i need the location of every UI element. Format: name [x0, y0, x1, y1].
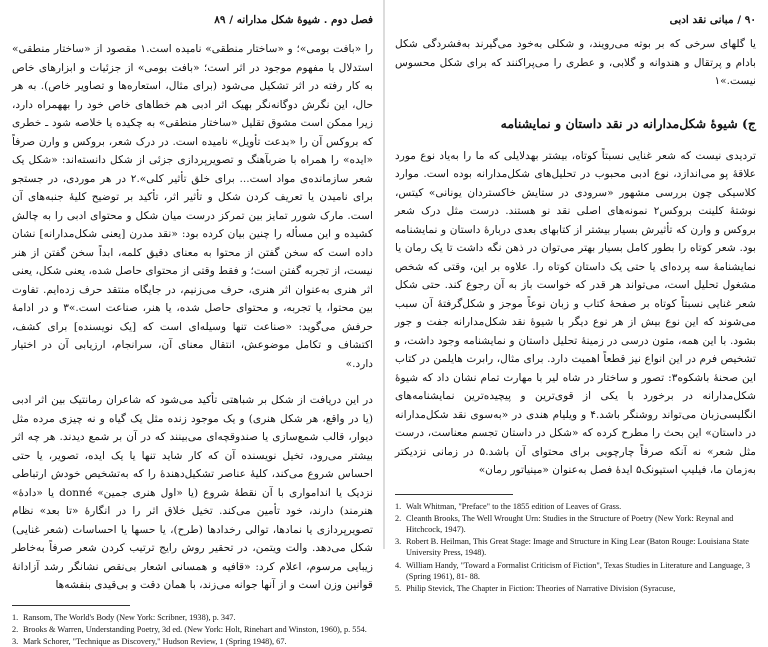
footnote-number: 3.	[395, 536, 406, 558]
right-intro-paragraph: یا گلهای سرخی که بر بوته می‌رویند، و شکلی به‌خود می‌گیرند به‌فشردگی شکل بادام و پرتقال و هندوانه و گلابی، و عطری را می‌پراکنند که برای شکل محسوس نیست.»١	[395, 35, 756, 91]
footnote-text: Ransom, The World's Body (New York: Scribner, 1938), p. 347.	[23, 612, 373, 623]
footnote-item	[395, 501, 756, 512]
right-footnotes	[395, 501, 756, 595]
left-page	[12, 0, 373, 549]
left-footnotes	[12, 612, 373, 647]
left-running-head: فصل دوم . شیوهٔ شکل مدارانه / ۸۹	[12, 13, 373, 27]
footnote-text: Philip Stevick, The Chapter in Fiction: Theories of Narrative Division (Syracuse,	[406, 583, 756, 594]
footnote-number: 4.	[395, 560, 406, 582]
footnote-item	[12, 624, 373, 635]
footnote-number: 3.	[12, 636, 23, 647]
footnote-number: 5.	[395, 583, 406, 594]
footnote-number: 1.	[12, 612, 23, 623]
right-footnote-rule	[395, 494, 513, 495]
right-running-head: ۹۰ / مبانی نقد ادبی	[395, 13, 756, 27]
footnote-text: William Handy, "Toward a Formalist Criticism of Fiction", Texas Studies in Literature and Language, 3 (Spring 1961), 81- 88.	[406, 560, 756, 582]
footnote-text: Brooks & Warren, Understanding Poetry, 3d ed. (New York: Holt, Rinehart and Winston, 1960), p. 554.	[23, 624, 373, 635]
book-gutter	[383, 0, 385, 549]
section-heading: ج) شیوهٔ شکل‌مدارانه در نقد داستان و نمایشنامه	[395, 115, 756, 133]
left-paragraph-2: در این دریافت از شکل بر شباهتی تأکید می‌شود که شاعران رمانتیک بین اثر ادبی (یا در واقع، هر شکل هنری) و یک موجود زنده مثل یک گیاه و نه چیزی مرده مثل دیوار، قالب شمع‌سازی یا صندوقچه‌ای می‌بینند که در آن بر شمع دیدند. هر چه اثر بیشتر می‌رود، تخیل نویسنده آن که کار شاید تنها یا یک ایده، تصویر، یا حتی احساس شروع می‌کند، کلیهٔ عناصر تشکیل‌دهندهٔ را که به‌تشخیص خودش ارتباطی نزدیک یا اندامواری با آن نقطهٔ شروع (یا «اول هنری جمین» donné یا «دادهٔ» هنرمند) دارند، خود تأمین می‌کند. تخیل خلاق اثر را در انگارهٔ «تا بعد» نظام تصویرپردازی یا نمادها، توالی رخدادها (طرح)، یا حسها یا احساسات (شعر غنایی) شکل می‌دهد. والت ویتمن، در تحقیر روش رایج ترتیب کردن شعر صرفاً به‌خاطر زیبایی مرسوم، اعلام کرد: «قافیه و همسانی اشعار بی‌نقص نشانگر رشد آزادانهٔ قوانین وزن است و از آنها جوانه می‌زند، با همان دقت و بی‌قیدی بنفشه‌ها	[12, 391, 373, 595]
footnote-item	[12, 612, 373, 623]
footnote-text: Robert B. Heilman, This Great Stage: Image and Structure in King Lear (Baton Rouge: Louisiana State University Press, 1948).	[406, 536, 756, 558]
left-footnote-rule	[12, 605, 130, 606]
footnote-text: Cleanth Brooks, The Well Wrought Urn: Studies in the Structure of Poetry (New York: Reynal and Hitchcock, 1947).	[406, 513, 756, 535]
footnote-number: 1.	[395, 501, 406, 512]
footnote-item	[395, 513, 756, 535]
footnote-text: Mark Schorer, "Technique as Discovery," Hudson Review, 1 (Spring 1948), 67.	[23, 636, 373, 647]
footnote-number: 2.	[395, 513, 406, 535]
footnote-item	[395, 536, 756, 558]
right-paragraph: تردیدی نیست که شعر غنایی نسبتاً کوتاه، بیشتر بهدلایلی که ما را به‌یاد نوع مورد علاقهٔ پو می‌اندازد، نوع ادبی محبوب در تحلیل‌های شکل‌مدارانه بوده است. موارد کلاسیکی چون بررسی مشهور «سرودی در ستایش خاکستردان یونانی» کیتس، نوشتهٔ کلینت بروکس٢ نمونه‌های اصلی نقد نو هستند. درست مثل درک شعر بروکس و وارن که تأثیرش بسیار بیشتر از کتابهای بعدی دربارهٔ داستان و نمایشنامه بود. شعر کوتاه را بطور کامل بسیار بهتر می‌توان در ذهن نگه داشت تا یک رمان یا نمایشنامهٔ سه پرده‌ای یا حتی یک داستان کوتاه را. علاوه بر این، وقتی که شخص مشغول تحلیل است، می‌تواند هر قدر که خواست باز به آن رجوع کند. حتی شکل شعر غنایی نسبتاً کوتاه بر صفحهٔ کتاب و زبان نوعاً موجز و شکل‌گرفتهٔ آن سبب می‌شوند که این نوع بیش از هر نوع دیگر با شیوهٔ نقد شکل‌مدارانه جفت و جور بشود. با این همه، متون درسی در زمینهٔ تحلیل داستان و نمایشنامه وجود داشت، و تشخیص فرم در این انواع نیز قطعاً اهمیت دارد. برای مثال، رابرت هایلمن در کتاب این صحنهٔ باشکوه٣: تصور و ساختار در شاه لیر با مهارت تمام نشان داد که شیوهٔ شکل‌مدارانه در برخورد با یکی از قوی‌ترین و پیچیده‌ترین نمایشنامه‌های انگلیسی‌زبان می‌تواند روشنگر باشد.۴ و ویلیام هندی در «به‌سوی نقد شکل‌مدارانه در داستان» این بحث را مطرح کرده که «شکل در داستان تجسم معناست، درست مثل شعر» نه آنکه صرفاً چارچوبی برای محتوای آن باشد.۵ در زمانی نزدیکتر به‌زمان ما، فیلیپ استیونک۵ ایدهٔ فصل به‌عنوان «مینیاتور رمان»	[395, 147, 756, 480]
footnote-item	[395, 560, 756, 582]
right-page	[395, 0, 756, 549]
footnote-number: 2.	[12, 624, 23, 635]
left-body-text	[12, 40, 373, 595]
footnote-text: Walt Whitman, "Preface" to the 1855 edition of Leaves of Grass.	[406, 501, 756, 512]
footnote-item	[395, 583, 756, 594]
footnote-item	[12, 636, 373, 647]
left-paragraph-1: را «بافت بومی»؛ و «ساختار منطقی» نامیده است.١ مقصود از «ساختار منطقی» استدلال یا مفهوم موجود در اثر است؛ «بافت بومی» از جزئیات و ابزارهای خاص به کار رفته در اثر تشکیل می‌شود (برای مثال، استعاره‌ها و تصاویر خاص). به هر حال، این نگرش دوگانه‌نگر بهیک اثر ادبی هم خطاهای خاص خود را بههمراه دارد، زیرا ممکن است مشوق تقلیل «ساختار منطقی» به چکیده یا خلاصه شود ـ خطری که بروکس آن را «بدعت تأویل» نامیده است. در درک شعر، بروکس و وارن صرفاً «ایده» را همراه با ضربآهنگ و تصویرپردازی جزئی از شکل دانسته‌اند: «شکل یک شعر سازمانده‌ی مواد است... برای خلق تأثیر کلی».٢ در هر موردی، در جستجو برای نامیدن یا تعریف کردن شکل و تأثیر اثر، تأکید بر توضیح کلیهٔ جنبه‌های آن است. مارک شورر تمایز بین تمرکز درست میان شکل و محتوای ادبی را به چالش کشیده و این مسأله را چنین بیان کرده بود: «نقد مدرن [یعنی شکل‌مدارانه] نشان داده است که سخن گفتن از محتوا به معنای دقیق کلمه، ابداً سخن گفتن از هنر نیست، از تجربه گفتن است؛ و فقط وقتی از محتوای حاصل شده، یعنی شکل، یعنی اثر هنری به‌عنوان اثر هنری، حرف می‌زنیم، در جایگاه منتقد حرف زده‌ایم. تفاوت بین محتوا، یا تجربه، و محتوای حاصل شده، یا هنر، صناعت است.»٣ و در ادامهٔ حرفش می‌گوید: «صناعت تنها وسیله‌ای است که [یک نویسنده] برای کشف، اکتشاف و تکامل موضوعش، انتقال معنای آن، سرانجام، ارزیابی آن در اختیار دارد.»	[12, 40, 373, 373]
right-intro-text	[395, 35, 756, 91]
right-body-text	[395, 147, 756, 480]
